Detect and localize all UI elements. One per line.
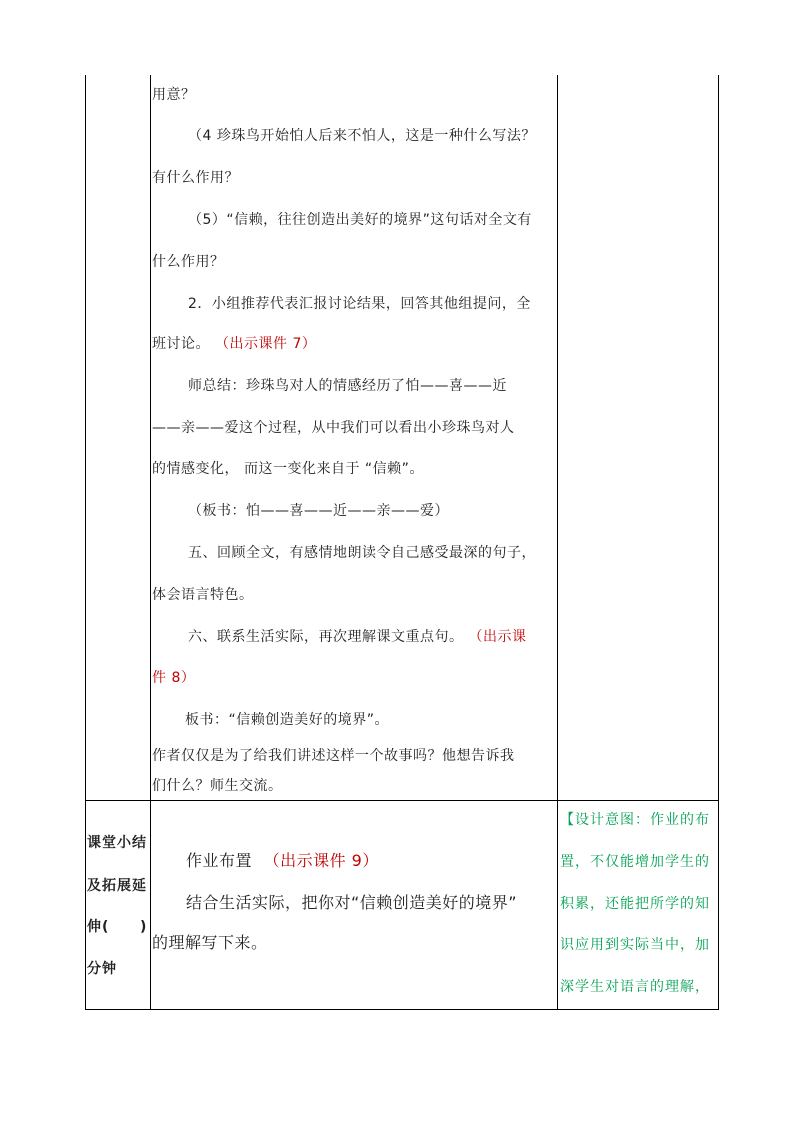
text-line <box>152 669 195 687</box>
text-line: 的情感变化， 而这一变化来自于 “信赖”。 <box>152 461 424 477</box>
table-right-border <box>718 75 719 1010</box>
courseware-ref: 件 8） <box>152 670 196 686</box>
text-line: （5）“信赖，往往创造出美好的境界”这句话对全文有 <box>188 212 532 228</box>
design-intent-line: 深学生对语言的理解， <box>560 979 710 995</box>
text-line: 有什么作用？ <box>152 170 239 186</box>
text-line: 作者仅仅是为了给我们讲述这样一个故事吗？他想告诉我 <box>152 748 515 764</box>
column-divider-1 <box>150 75 151 1010</box>
text-line: 六、联系生活实际，再次理解课文重点句。 （出示课 <box>188 629 527 645</box>
table-left-border <box>85 75 86 1010</box>
text-line: 用意？ <box>152 87 196 103</box>
text-line: 五、回顾全文，有感情地朗读令自己感受最深的句子， <box>188 545 536 561</box>
text-line: 师总结：珍珠鸟对人的情感经历了怕——喜——近 <box>188 378 507 394</box>
design-intent-line: 置，不仅能增加学生的 <box>560 854 710 870</box>
text-line: （板书：怕——喜——近——亲——爱） <box>188 503 449 519</box>
section-label-line: 分钟 <box>87 961 117 977</box>
section-label-line: 课堂小结 <box>87 835 147 851</box>
text-line: 体会语言特色。 <box>152 587 254 603</box>
text-line: 什么作用？ <box>152 254 225 270</box>
text-line: 板书：“信赖创造美好的境界”。 <box>185 712 390 728</box>
section-label-paren: ) <box>140 919 148 935</box>
design-intent-line: 识应用到实际当中，加 <box>560 937 710 953</box>
text-line: 班讨论。 （出示课件 7） <box>152 336 317 352</box>
homework-title: 作业布置 （出示课件 9） <box>186 851 379 870</box>
courseware-ref: （出示课件 9） <box>263 851 379 870</box>
section-label-line: 伸( <box>87 919 110 935</box>
design-intent-line: 积累，还能把所学的知 <box>560 896 710 912</box>
design-intent-line: 【设计意图：作业的布 <box>560 812 710 828</box>
courseware-ref: （出示课件 7） <box>222 336 317 352</box>
homework-text-line: 结合生活实际，把你对“信赖创造美好的境界” <box>186 893 518 912</box>
text-line: 2．小组推荐代表汇报讨论结果，回答其他组提问，全 <box>188 296 531 312</box>
text-line: （4 珍珠鸟开始怕人后来不怕人，这是一种什么写法？ <box>188 128 536 144</box>
row-divider <box>85 800 719 801</box>
text-line: ——亲——爱这个过程，从中我们可以看出小珍珠鸟对人 <box>152 420 515 436</box>
homework-text-line: 的理解写下来。 <box>152 933 268 952</box>
table-bottom-border <box>85 1009 719 1010</box>
text-line: 们什么？师生交流。 <box>152 778 283 794</box>
column-divider-2 <box>557 75 558 1010</box>
section-label-line: 及拓展延 <box>87 878 147 894</box>
courseware-ref: （出示课 <box>468 629 527 645</box>
